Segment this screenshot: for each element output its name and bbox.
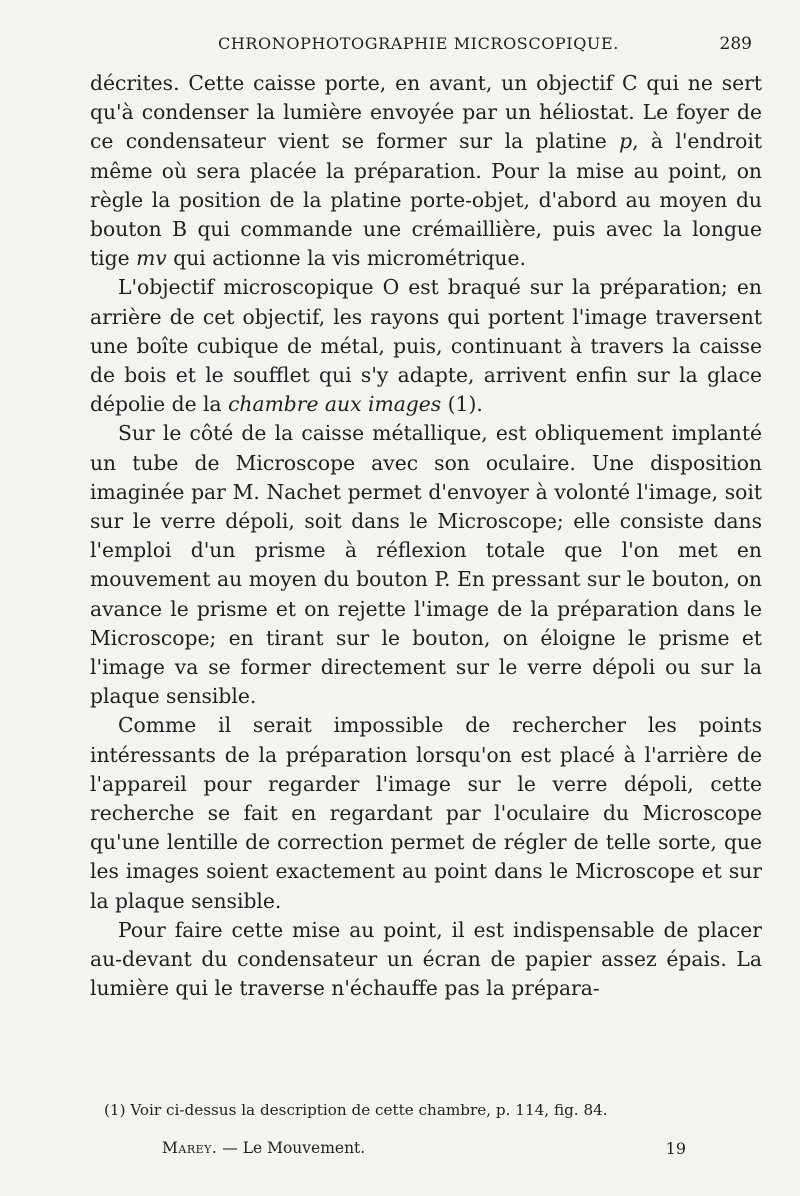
italic-segment: mv xyxy=(136,246,167,271)
text-segment: décrites. Cette caisse porte, en avant, un objectif C qui ne sert qu'à condenser la lumière envoyée par un héliostat. Le foyer de ce condensateur vient se former sur la platine xyxy=(90,71,762,154)
paragraph xyxy=(90,273,762,419)
italic-segment: p xyxy=(619,129,633,154)
text-segment: (1). xyxy=(441,392,483,417)
text-segment: Pour faire cette mise au point, il est indispensable de placer au-devant du condensateur un écran de papier assez épais. La lumière qui le traverse n'échauffe pas la prépara- xyxy=(90,917,762,1001)
text-segment: Sur le côté de la caisse métallique, est obliquement implanté un tube de Microscope avec son oculaire. Une disposition imaginée par M. Nachet permet d'envoyer à volonté l'image, soit sur le verre dépoli, soit dans le Microscope; elle consiste dans l'emploi d'un prisme à réflexion totale que l'on met en mouvement au moyen du bouton P. En pressant sur le bouton, on avance le prisme et on rejette l'image de la préparation dans le Microscope; en tirant sur le bouton, on éloigne le prisme et l'image va se former directement sur le verre dépoli ou sur la plaque sensible. xyxy=(90,421,762,709)
page-header xyxy=(90,34,762,60)
footer-book-title: Le Mouvement. xyxy=(242,1139,366,1157)
paragraph xyxy=(90,419,762,711)
body-text xyxy=(90,69,762,1004)
text-segment: Comme il serait impossible de rechercher les points intéressants de la préparation lorsqu'on est placé à l'arrière de l'appareil pour regarder l'image sur le verre dépoli, cette recherche se fait en regardant par l'oculaire du Microscope qu'une lentille de correction permet de régler de telle sorte, que les images soient exactement au point dans le Microscope et sur la plaque sensible. xyxy=(90,713,762,913)
running-title: CHRONOPHOTOGRAPHIE MICROSCOPIQUE. xyxy=(218,34,619,53)
signature-mark: 19 xyxy=(665,1139,686,1158)
footnote: (1) Voir ci-dessus la description de cette chambre, p. 114, fig. 84. xyxy=(104,1101,608,1119)
text-segment: L'objectif microscopique O est braqué sur la préparation; en arrière de cet objectif, les rayons qui portent l'image traversent une boîte cubique de métal, puis, continuant à travers la caisse de bois et le soufflet qui s'y adapte, arrivent enfin sur la glace dépolie de la xyxy=(90,275,762,417)
text-segment: qui actionne la vis micrométrique. xyxy=(166,246,526,271)
paragraph xyxy=(90,916,762,1004)
footer-separator: — xyxy=(217,1139,243,1157)
italic-segment: chambre aux images xyxy=(228,392,442,417)
page-number: 289 xyxy=(719,34,752,54)
paragraph xyxy=(90,69,762,273)
page-footer xyxy=(162,1139,702,1165)
footer-author: Marey. xyxy=(162,1139,218,1157)
paragraph xyxy=(90,711,762,915)
text-segment: , à l'endroit même où sera placée la préparation. Pour la mise au point, on règle la position de la platine porte-objet, d'abord au moyen du bouton B qui commande une crémaillière, puis avec la longue tige xyxy=(90,129,762,271)
